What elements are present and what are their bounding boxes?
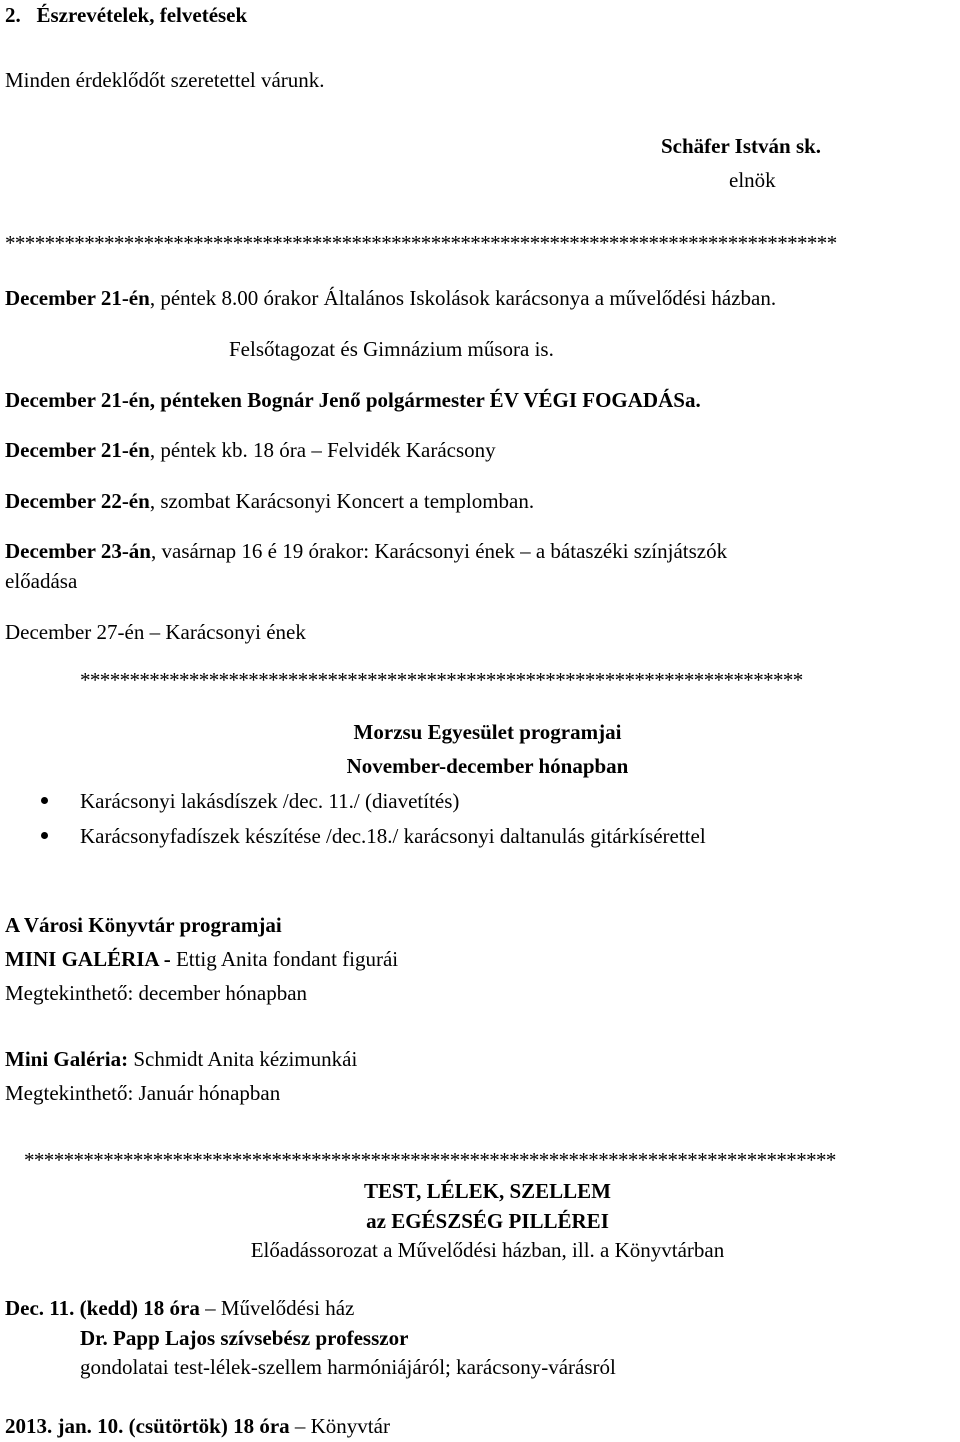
signature-name: Schäfer István sk. [661, 134, 822, 158]
event-1-line2: Felsőtagozat és Gimnázium műsora is. [229, 337, 554, 361]
talk-1-date: Dec. 11. (kedd) 18 óra [5, 1296, 200, 1320]
gallery-2-when: Megtekinthető: Január hónapban [5, 1081, 281, 1105]
event-4-date: December 22-én [5, 489, 150, 513]
event-3 [5, 437, 496, 463]
event-5-date: December 23-án [5, 539, 151, 563]
event-1 [5, 285, 776, 311]
section-number: 2. [5, 3, 21, 27]
welcome-text: Minden érdeklődőt szeretettel várunk. [5, 68, 325, 92]
gallery-1-when: Megtekinthető: december hónapban [5, 981, 308, 1005]
event-4-text: , szombat Karácsonyi Koncert a templomban. [149, 489, 535, 513]
gallery-1-label: MINI GALÉRIA - [5, 947, 171, 971]
event-3-date: December 21-én [5, 438, 150, 462]
library-title: A Városi Könyvtár programjai [5, 913, 282, 937]
separator-line: ************************************************************************* [80, 668, 803, 692]
bullet-icon [41, 832, 48, 839]
health-title-1: TEST, LÉLEK, SZELLEM [363, 1179, 612, 1203]
talk-2 [5, 1413, 390, 1439]
event-4 [5, 488, 534, 514]
gallery-1-text: Ettig Anita fondant figurái [170, 947, 399, 971]
health-title-2: az EGÉSZSÉG PILLÉREI [366, 1209, 609, 1233]
morzsu-subtitle: November-december hónapban [346, 754, 629, 778]
talk-2-date: 2013. jan. 10. (csütörtök) 18 óra [5, 1414, 290, 1438]
section-title: Észrevételek, felvetések [36, 3, 248, 27]
separator-line: ************************************************************************************ [5, 231, 837, 255]
event-2: December 21-én, pénteken Bognár Jenő polgármester ÉV VÉGI FOGADÁSa. [5, 388, 701, 412]
signature-role: elnök [729, 168, 776, 192]
morzsu-title: Morzsu Egyesület programjai [353, 720, 622, 744]
event-1-text: , péntek 8.00 órakor Általános Iskolások karácsonya a művelődési házban. [149, 286, 777, 310]
gallery-2 [5, 1046, 357, 1072]
bullet-icon [41, 797, 48, 804]
morzsu-item: Karácsonyfadíszek készítése /dec.18./ karácsonyi daltanulás gitárkísérettel [80, 824, 706, 848]
event-3-text: , péntek kb. 18 óra – Felvidék Karácsony [149, 438, 496, 462]
health-subtitle: Előadássorozat a Művelődési házban, ill. a Könyvtárban [250, 1238, 725, 1262]
talk-1-topic: gondolatai test-lélek-szellem harmóniájáról; karácsony-várásról [80, 1355, 616, 1379]
morzsu-item: Karácsonyi lakásdíszek /dec. 11./ (diavetítés) [80, 789, 460, 813]
talk-2-place: – Könyvtár [289, 1414, 390, 1438]
gallery-1 [5, 946, 398, 972]
event-5 [5, 538, 727, 564]
event-5-line2: előadása [5, 569, 78, 593]
separator-line: ********************************************************************************** [24, 1148, 836, 1172]
gallery-2-label: Mini Galéria: [5, 1047, 129, 1071]
section-heading [5, 2, 247, 28]
event-1-date: December 21-én [5, 286, 150, 310]
event-6: December 27-én – Karácsonyi ének [5, 620, 306, 644]
talk-1-speaker: Dr. Papp Lajos szívsebész professzor [80, 1326, 409, 1350]
gallery-2-text: Schmidt Anita kézimunkái [128, 1047, 358, 1071]
talk-1 [5, 1295, 354, 1321]
talk-1-place: – Művelődési ház [199, 1296, 355, 1320]
event-5-text: , vasárnap 16 é 19 órakor: Karácsonyi ének – a bátaszéki színjátszók [151, 539, 728, 563]
